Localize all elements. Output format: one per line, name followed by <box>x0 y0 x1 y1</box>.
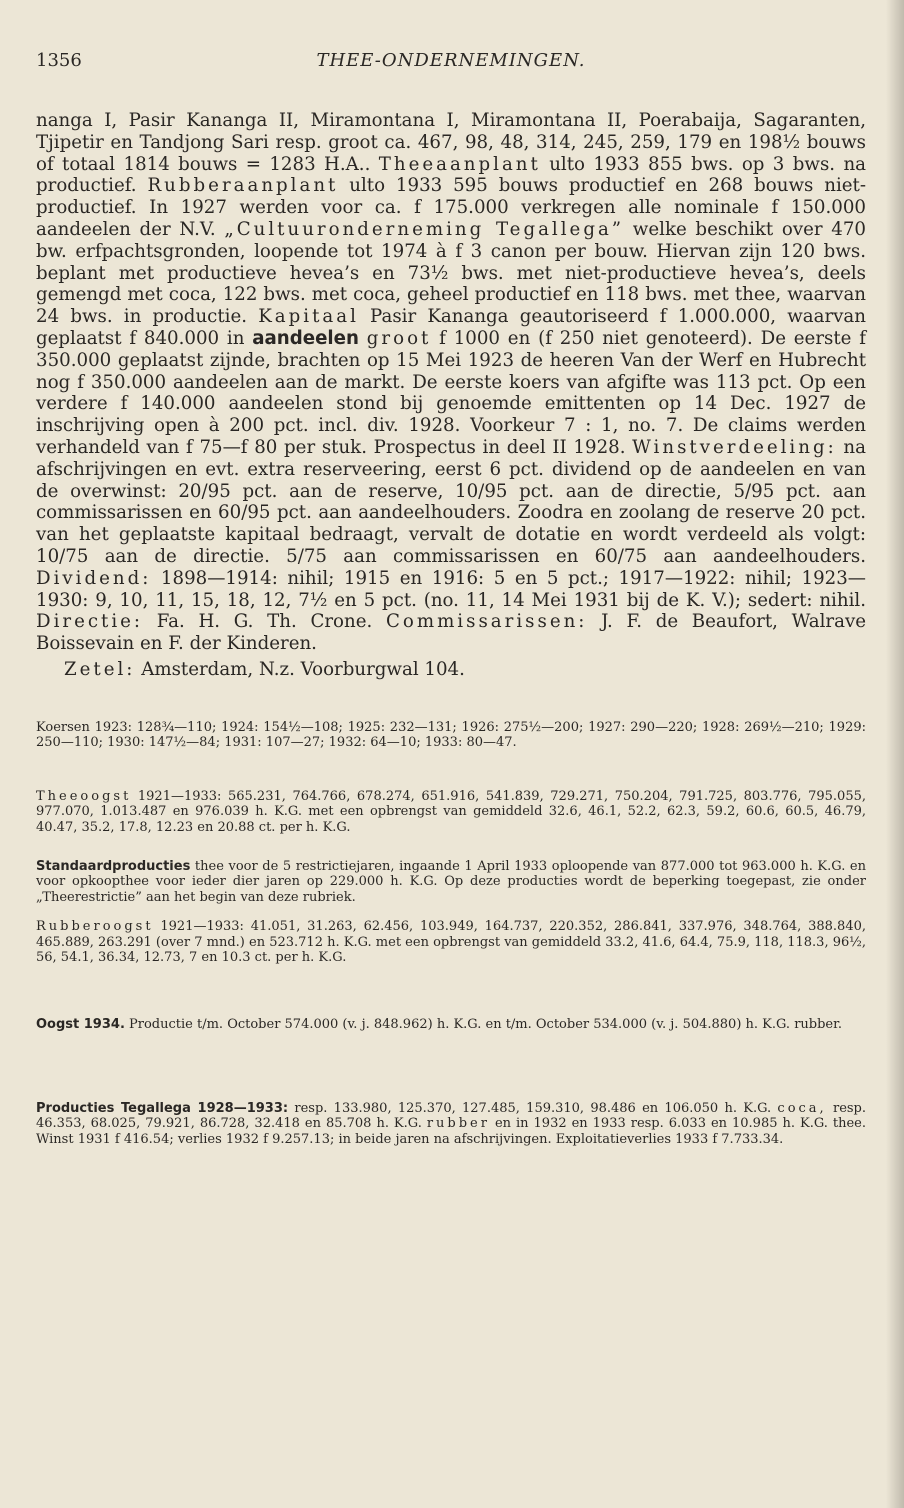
profit-distribution-label: Winstverdeeling: <box>632 436 837 458</box>
tea-harvest-label: Theeoogst <box>36 788 132 804</box>
main-paragraph <box>36 110 866 655</box>
rubber-label: rubber <box>426 1116 490 1132</box>
standard-productions-label: Standaardproducties <box>36 858 191 874</box>
harvest-1934 <box>36 1017 866 1032</box>
text-run: en in 1932 en 1933 resp. 6.033 en 10.985 h. K.G. thee. Winst 1931 f 416.54; verlies 1932 f 9.257.13; in beide jaren na afschrijvingen. Exploitatieverlies 1933 f 7.733.34. <box>36 1116 866 1147</box>
share-prices-text: Koersen 1923: 128¾—110; 1924: 154½—108; 1925: 232—131; 1926: 275½—200; 1927: 290—220; 1928: 269½—210; 1929: 250—110; 1930: 147½—84; 1931: 107—27; 1932: 64—10; 1933: 80—47. <box>36 719 866 751</box>
text-run: na afschrijvingen en evt. extra reserveering, eerst 6 pct. dividend op de aandeelen en van de overwinst: 20/95 pct. aan de reserve, 10/95 pct. aan de directie, 5/95 pct. aan commissarissen en 60/95 pct. aan aandeelhouders. Zoodra en zoolang de reserve 20 pct. van het geplaatste kapitaal bedraagt, vervalt de dotatie en wordt verdeeld als volgt: 10/75 aan de directie. 5/75 aan commissarissen en 60/75 aan aandeelhouders. <box>36 436 866 567</box>
seat-line <box>36 659 866 680</box>
directors-label: Directie: <box>36 611 144 633</box>
share-prices <box>36 720 866 751</box>
page <box>36 50 866 1147</box>
rubber-harvest-text: 1921—1933: 41.051, 31.263, 62.456, 103.949, 164.737, 220.352, 286.841, 337.976, 348.764, 388.840, 465.889, 263.291 (over 7 mnd.) en 523.712 h. K.G. met een opbrengst van gemiddeld 33.2, 41.6, 64.4, 75.9, 118, 118.3, 96½, 56, 54.1, 36.34, 12.73, 7 en 10.3 ct. per h. K.G. <box>36 919 866 965</box>
text-run <box>359 328 367 349</box>
seat-address: Amsterdam, N.z. Voorburgwal 104. <box>135 658 465 680</box>
harvest-1934-text: Productie t/m. October 574.000 (v. j. 848.962) h. K.G. en t/m. October 534.000 (v. j. 504.880) h. K.G. rubber. <box>124 1017 843 1033</box>
tea-plantation-label: Theeaanplant <box>378 153 541 175</box>
coca-label: coca, <box>777 1100 827 1116</box>
running-title: THEE-ONDERNEMINGEN. <box>316 50 586 71</box>
text-run: 1898—1914: nihil; 1915 en 1916: 5 en 5 pct.; 1917—1922: nihil; 1923—1930: 9, 10, 11, 15, 18, 12, 7½ en 5 pct. (no. 11, 14 Mei 1931 bij de K. V.); sedert: nihil. <box>36 567 866 611</box>
text-run: resp. 133.980, 125.370, 127.485, 159.310, 98.486 en 106.050 h. K.G. <box>288 1100 778 1116</box>
rubber-harvest-label: Rubberoogst <box>36 919 154 935</box>
rubber-harvest <box>36 919 866 965</box>
text-run: nanga I, Pasir Kananga II, Miramontana I, Miramontana II, Poerabaija, Sagaranten, Tjipetir en Tandjong Sari resp. groot ca. 467, 98, 48, 314, 245, 259, 179 en 198½ bouws of totaal 1814 bouws = 1283 H.A.. <box>36 110 866 175</box>
capital-label: Kapitaal <box>258 306 359 328</box>
text-run: f 1000 en (f 250 niet genoteerd). De eerste f 350.000 geplaatst zijnde, brachten op 15 Mei 1923 de heeren Van der Werf en Hubrecht nog f 350.000 aandeelen aan de markt. De eerste koers van afgifte was 113 pct. Op een verdere f 140.000 aandeelen stond bij genoemde emittenten op 14 Dec. 1927 de inschrijving open à 200 pct. incl. div. 1928. Voorkeur 7 : 1, no. 7. De claims werden verhandeld van f 75—f 80 per stuk. Prospectus in deel II 1928. <box>36 327 866 458</box>
size-label: groot <box>366 327 432 349</box>
page-edge-shadow <box>886 0 904 1508</box>
tea-harvest-text: 1921—1933: 565.231, 764.766, 678.274, 651.916, 541.839, 729.271, 750.204, 791.725, 803.776, 795.055, 977.070, 1.013.487 en 976.039 h. K.G. met een opbrengst van gemiddeld 32.6, 46.1, 52.2, 62.3, 59.2, 60.6, 60.5, 46.79, 40.47, 35.2, 17.8, 12.23 en 20.88 ct. per h. K.G. <box>36 788 866 835</box>
dividend-label: Dividend: <box>36 567 152 589</box>
page-number: 1356 <box>36 50 82 71</box>
standard-productions <box>36 859 866 905</box>
text-run: ulto 1933 595 bouws productief en 268 bouws niet-productief. In 1927 werden voor ca. f 175.000 verkregen alle nominale f 150.000 aandeelen der N.V. <box>36 175 866 240</box>
text-run: Fa. H. G. Th. Crone. <box>143 611 386 633</box>
tea-harvest <box>36 789 866 835</box>
text-run: welke beschikt over 470 bw. erfpachtsgronden, loopende tot 1974 à f 3 canon per bouw. Hiervan zijn 120 bws. beplant met productieve hevea’s en 73½ bws. met niet-productieve hevea’s, deels gemengd met coca, 122 bws. met coca, geheel productief en 118 bws. met thee, waarvan 24 bws. in productie. <box>36 218 866 328</box>
company-description <box>36 110 866 655</box>
text-run: resp. 46.353, 68.025, 79.921, 86.728, 32.418 en 85.708 h. K.G. <box>36 1100 867 1132</box>
seat-label: Zetel: <box>64 658 136 680</box>
page-header <box>36 50 866 80</box>
harvest-1934-label: Oogst 1934. <box>36 1017 125 1033</box>
tegallega-productions-label: Producties Tegallega 1928—1933: <box>36 1100 289 1116</box>
text-run: ulto 1933 855 bws. op 3 bws. na productief. <box>36 153 866 197</box>
text-run: J. F. de Beaufort, Walrave Boissevain en F. der Kinderen. <box>36 611 866 655</box>
commissioners-label: Commissarissen: <box>385 611 588 633</box>
cultuuronderneming-label: „Cultuuronderneming Tegallega” <box>224 218 625 240</box>
rubber-plantation-label: Rubberaanplant <box>147 175 339 197</box>
shares-label: aandeelen <box>252 327 359 349</box>
text-run: Pasir Kananga geautoriseerd f 1.000.000, waarvan geplaatst f 840.000 in <box>36 306 866 349</box>
standard-productions-text: thee voor de 5 restrictiejaren, ingaande 1 April 1933 oploopende van 877.000 tot 963.000 h. K.G. en voor opkoopthee voor ieder dier jaren op 229.000 h. K.G. Op deze producties wordt de beperking toegepast, zie onder „Theerestrictie” aan het begin van deze rubriek. <box>36 858 866 905</box>
tegallega-productions <box>36 1101 866 1147</box>
